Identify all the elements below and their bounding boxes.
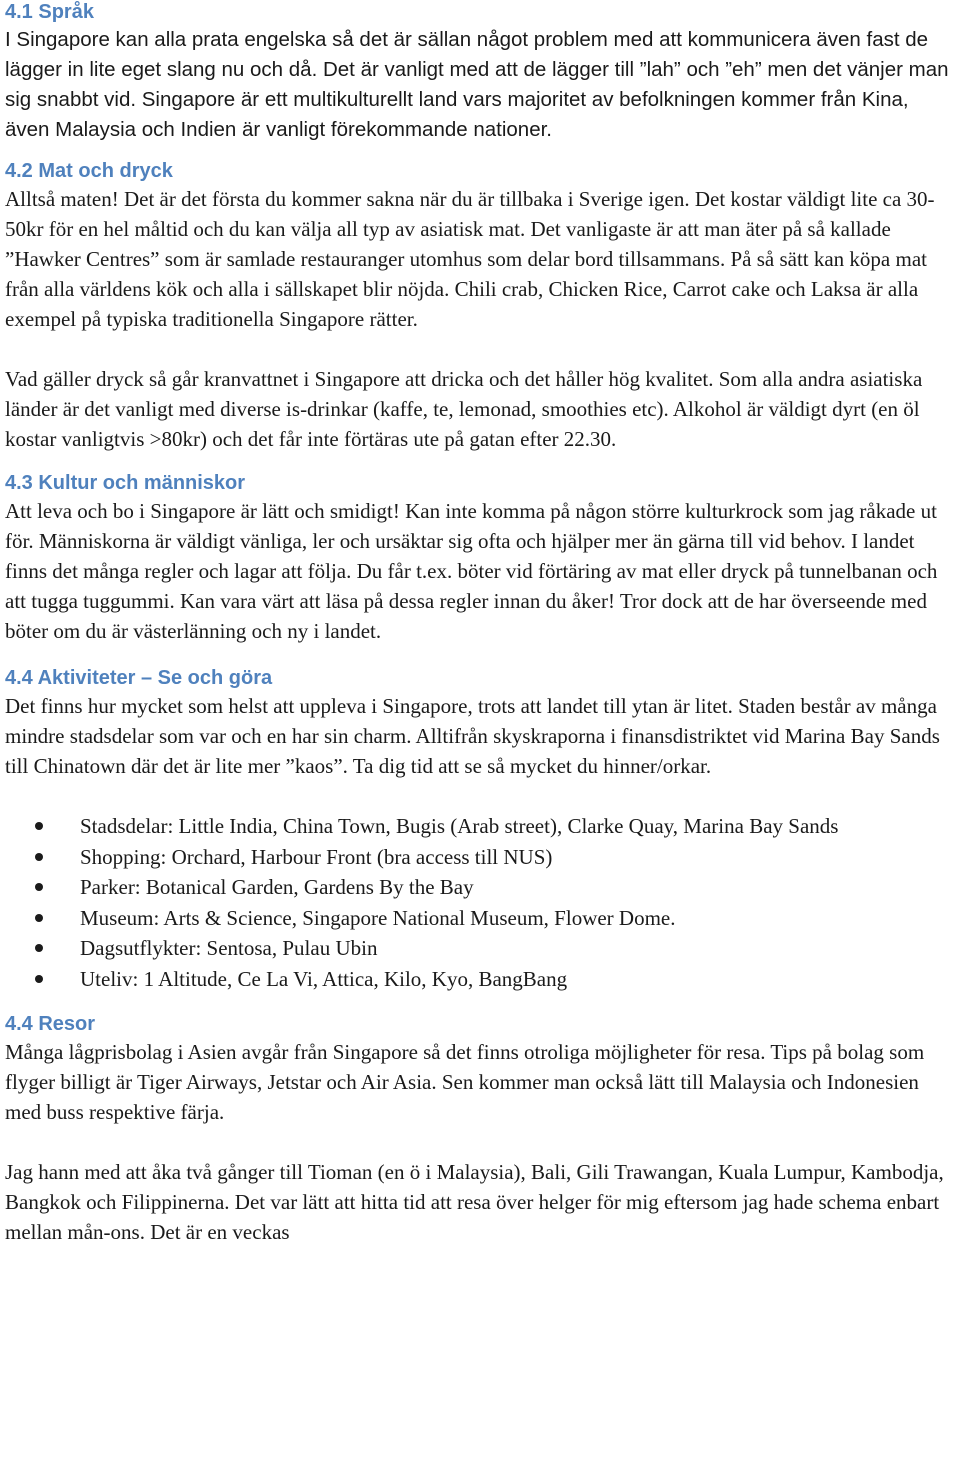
list-item-text: Stadsdelar: Little India, China Town, Bugis (Arab street), Clarke Quay, Marina Bay Sands (80, 814, 839, 838)
paragraph-resor-2: Jag hann med att åka två gånger till Tioman (en ö i Malaysia), Bali, Gili Trawangan, Kuala Lumpur, Kambodja, Bangkok och Filippinerna. Det var lätt att hitta tid att resa över helger för mig eftersom jag hade schema enbart mellan mån-ons. Det är en veckas (5, 1160, 944, 1244)
list-item (5, 933, 957, 964)
section-heading-sprak: 4.1 Språk (5, 1, 94, 23)
bullet-icon (35, 914, 43, 922)
list-item (5, 872, 957, 903)
list-item (5, 903, 957, 934)
list-item-text: Uteliv: 1 Altitude, Ce La Vi, Attica, Kilo, Kyo, BangBang (80, 966, 568, 991)
list-item-text: Parker: Botanical Garden, Gardens By the Bay (80, 875, 474, 899)
paragraph-dryck: Vad gäller dryck så går kranvattnet i Singapore att dricka och det håller hög kvalitet. Som alla andra asiatiska länder är det vanligt med diverse is-drinkar (kaffe, te, lemonad, smoothies etc). Alkohol är väldigt dyrt (en öl kostar vanligtvis >80kr) och det får inte förtäras ute på gatan efter 22.30. (5, 367, 923, 451)
list-item (5, 811, 957, 842)
section-heading-kultur: 4.3 Kultur och människor (5, 472, 246, 494)
paragraph-gap (5, 1127, 957, 1157)
section-heading-resor: 4.4 Resor (5, 1013, 96, 1035)
list-item-text: Shopping: Orchard, Harbour Front (bra access till NUS) (80, 844, 553, 869)
bullet-icon (35, 853, 43, 861)
bullet-icon (35, 883, 43, 891)
paragraph-resor: Många lågprisbolag i Asien avgår från Singapore så det finns otroliga möjligheter för resa. Tips på bolag som flyger billigt är Tiger Airways, Jetstar och Air Asia. Sen kommer man också lätt till Malaysia och Indonesien med buss respektive färja. (5, 1040, 925, 1124)
bullet-icon (35, 822, 43, 830)
section-heading-aktiviteter: 4.4 Aktiviteter – Se och göra (5, 667, 273, 689)
paragraph-sprak: I Singapore kan alla prata engelska så det är sällan något problem med att kommunicera även fast de lägger in lite eget slang nu och då. Det är vanligt med att de lägger till ”lah” och ”eh” men det vänjer man sig snabbt vid. Singapore är ett multikulturellt land vars majoritet av befolkningen kommer från Kina, även Malaysia och Indien är vanligt förekommande nationer. (5, 28, 949, 141)
paragraph-gap (5, 781, 957, 811)
section-heading-mat-och-dryck: 4.2 Mat och dryck (5, 160, 173, 182)
bullet-icon (35, 944, 43, 952)
list-item (5, 842, 957, 873)
activity-list (5, 811, 957, 994)
document-page (5, 0, 957, 1247)
paragraph-gap (5, 334, 957, 364)
bullet-icon (35, 975, 43, 983)
paragraph-aktiviteter: Det finns hur mycket som helst att uppleva i Singapore, trots att landet till ytan är litet. Staden består av många mindre stadsdelar som var och en har sin charm. Alltifrån skyskraporna i finansdistriktet vid Marina Bay Sands till Chinatown där det är lite mer ”kaos”. Ta dig tid att se så mycket du hinner/orkar. (5, 694, 940, 778)
paragraph-kultur: Att leva och bo i Singapore är lätt och smidigt! Kan inte komma på någon större kulturkrock som jag råkade ut för. Människorna är väldigt vänliga, ler och ursäktar sig ofta och hjälper mer än gärna till vid behov. I landet finns det många regler och lagar att följa. Du får t.ex. böter vid förtäring av mat eller dryck på tunnelbanan och att tugga tuggummi. Kan vara värt att läsa på dessa regler innan du åker! Tror dock att de har överseende med böter om du är västerlänning och ny i landet. (5, 499, 938, 643)
list-item (5, 964, 957, 995)
list-item-text: Dagsutflykter: Sentosa, Pulau Ubin (80, 936, 378, 960)
paragraph-mat: Alltså maten! Det är det första du kommer sakna när du är tillbaka i Sverige igen. Det kostar väldigt lite ca 30-50kr för en hel måltid och du kan välja all typ av asiatisk mat. Det vanligaste är att man äter på så kallade ”Hawker Centres” som är samlade restauranger utomhus som delar bord tillsammans. På så sätt kan köpa mat från alla världens kök och alla i sällskapet blir nöjda. Chili crab, Chicken Rice, Carrot cake och Laksa är alla exempel på typiska traditionella Singapore rätter. (5, 187, 935, 331)
list-item-text: Museum: Arts & Science, Singapore National Museum, Flower Dome. (80, 905, 676, 930)
